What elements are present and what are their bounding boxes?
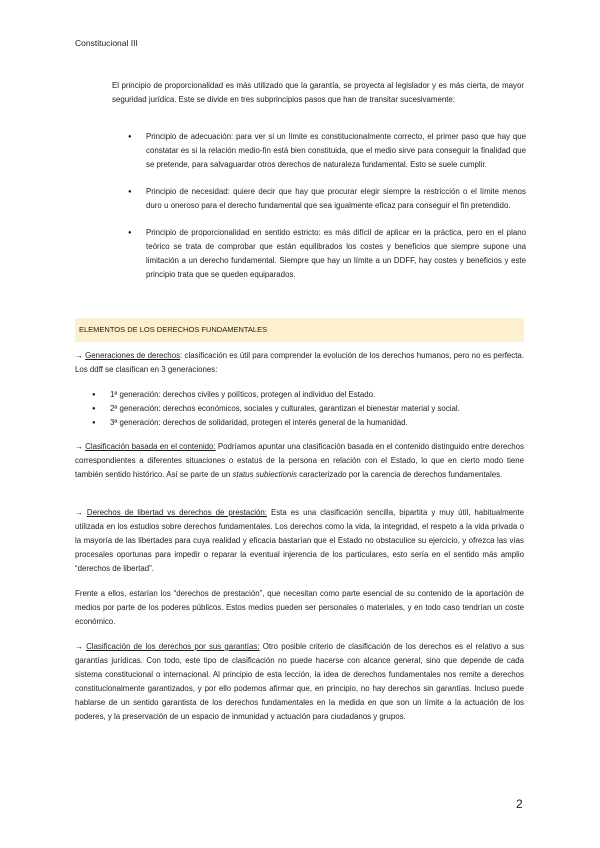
list-item: ● 3ª generación: derechos de solidaridad, protegen el interés general de la humanidad. (92, 416, 522, 430)
generations-list (92, 388, 522, 430)
list-item: ● Principio de necesidad: quiere decir que hay que procurar elegir siempre la restricción o el límite menos duro u oneroso para el derecho fundamental que sea igualmente eficaz para conseguir el fin pretendido. (128, 185, 526, 213)
page-number: 2 (516, 797, 523, 811)
subprinciples-list (128, 130, 526, 295)
generations-paragraph (75, 349, 524, 377)
libertad-text: Esta es una clasificación sencilla, bipartita y muy útil, habitualmente utilizada en los estudios sobre derechos fundamentales. Los derechos como la vida, la integridad, el respeto a la vida privada o la mayoría de las libertades para cuya realidad y eficacia bastarían que el Estado no obstaculice su ejercicio, y ofrezca las vías procesales oportunas para impedir o reparar la eventual injerencia de los particulares, esto sería en el sentido más amplio “derechos de libertad”. (75, 508, 524, 573)
contenido-term: Clasificación basada en el contenido: (85, 442, 216, 451)
list-item: ● 2ª generación: derechos económicos, sociales y culturales, garantizan el bienestar material y social. (92, 402, 522, 416)
generations-text: : clasificación es útil para comprender la evolución de los derechos humanos, pero no es perfecta. Los ddff se clasifican en 3 generaciones: (75, 351, 525, 374)
garantias-term: Clasificación de los derechos por sus garantías: (86, 642, 260, 651)
libertad-paragraph (75, 506, 524, 576)
page-header: Constitucional III (75, 38, 138, 48)
prestacion-paragraph: Frente a ellos, estarían los “derechos de prestación”, que necesitan como parte esencial de su contenido de la aportación de medios por parte de los poderes públicos. Estos medios pueden ser personales o materiales, y en todo caso tendrían un coste económico. (75, 589, 524, 626)
arrow-icon: → (75, 642, 83, 651)
list-item: ● Principio de adecuación: para ver si un límite es constitucionalmente correcto, el primer paso que hay que constatar es si la relación medio-fin está bien constituida, que el medio sirve para conseguir la finalidad que se pretende, para salvaguardar otros derechos de naturaleza fundamental. Esto se suele cumplir. (128, 130, 526, 172)
section-heading (75, 318, 524, 342)
status-subiectionis: status subiectionis (232, 470, 297, 479)
arrow-icon: → (75, 508, 83, 517)
garantias-paragraph (75, 640, 524, 724)
arrow-icon: → (75, 442, 83, 451)
intro-paragraph: El principio de proporcionalidad es más utilizado que la garantía, se proyecta al legislador y es más cierta, de mayor seguridad jurídica. Este se divide en tres subprincipios pasos que han de transitar sucesivamente: (112, 81, 524, 104)
arrow-icon: → (75, 351, 83, 360)
contenido-text: Podríamos apuntar una clasificación basada en el contenido distinguido entre derechos correspondientes a diferentes situaciones o estatus de la persona en relación con el Estado, lo que en cierto modo tiene también sentido histórico. Así se parte de un (75, 442, 525, 479)
contenido-text-end: caracterizado por la carencia de derechos fundamentales. (296, 470, 503, 479)
section-title: ELEMENTOS DE LOS DERECHOS FUNDAMENTALES (79, 325, 268, 334)
garantias-text: Otro posible criterio de clasificación de los derechos es el relativo a sus garantías jurídicas. Con todo, este tipo de clasificación no puede hacerse con alcance general, sino que depende de cada sistema constitucional o internacional. Al principio de esta lección, la idea de derechos fundamentales nos remite a derechos constitucionalmente garantizados, y por ello podemos afirmar que, en principio, no hay derechos sin garantías. Incluso puede hablarse de un sentido garantista de los derechos fundamentales en la medida en que son un límite a la actuación de los poderes, y la preservación de un espacio de inmunidad y actuación para ciudadanos y grupos. (75, 642, 525, 721)
list-item: ● 1ª generación: derechos civiles y políticos, protegen al individuo del Estado. (92, 388, 522, 402)
list-item: ● Principio de proporcionalidad en sentido estricto: es más difícil de aplicar en la práctica, pero en el plano teórico se trata de comprobar que están equilibrados los costes y beneficios que siempre supone una limitación a un derecho fundamental. Siempre que hay un límite a un DDFF, hay costes y beneficios y este principio trata que se queden equiparados. (128, 226, 526, 282)
generations-term: Generaciones de derechos (85, 351, 181, 360)
contenido-paragraph (75, 440, 524, 482)
libertad-term: Derechos de libertad vs derechos de prestación: (86, 508, 267, 517)
